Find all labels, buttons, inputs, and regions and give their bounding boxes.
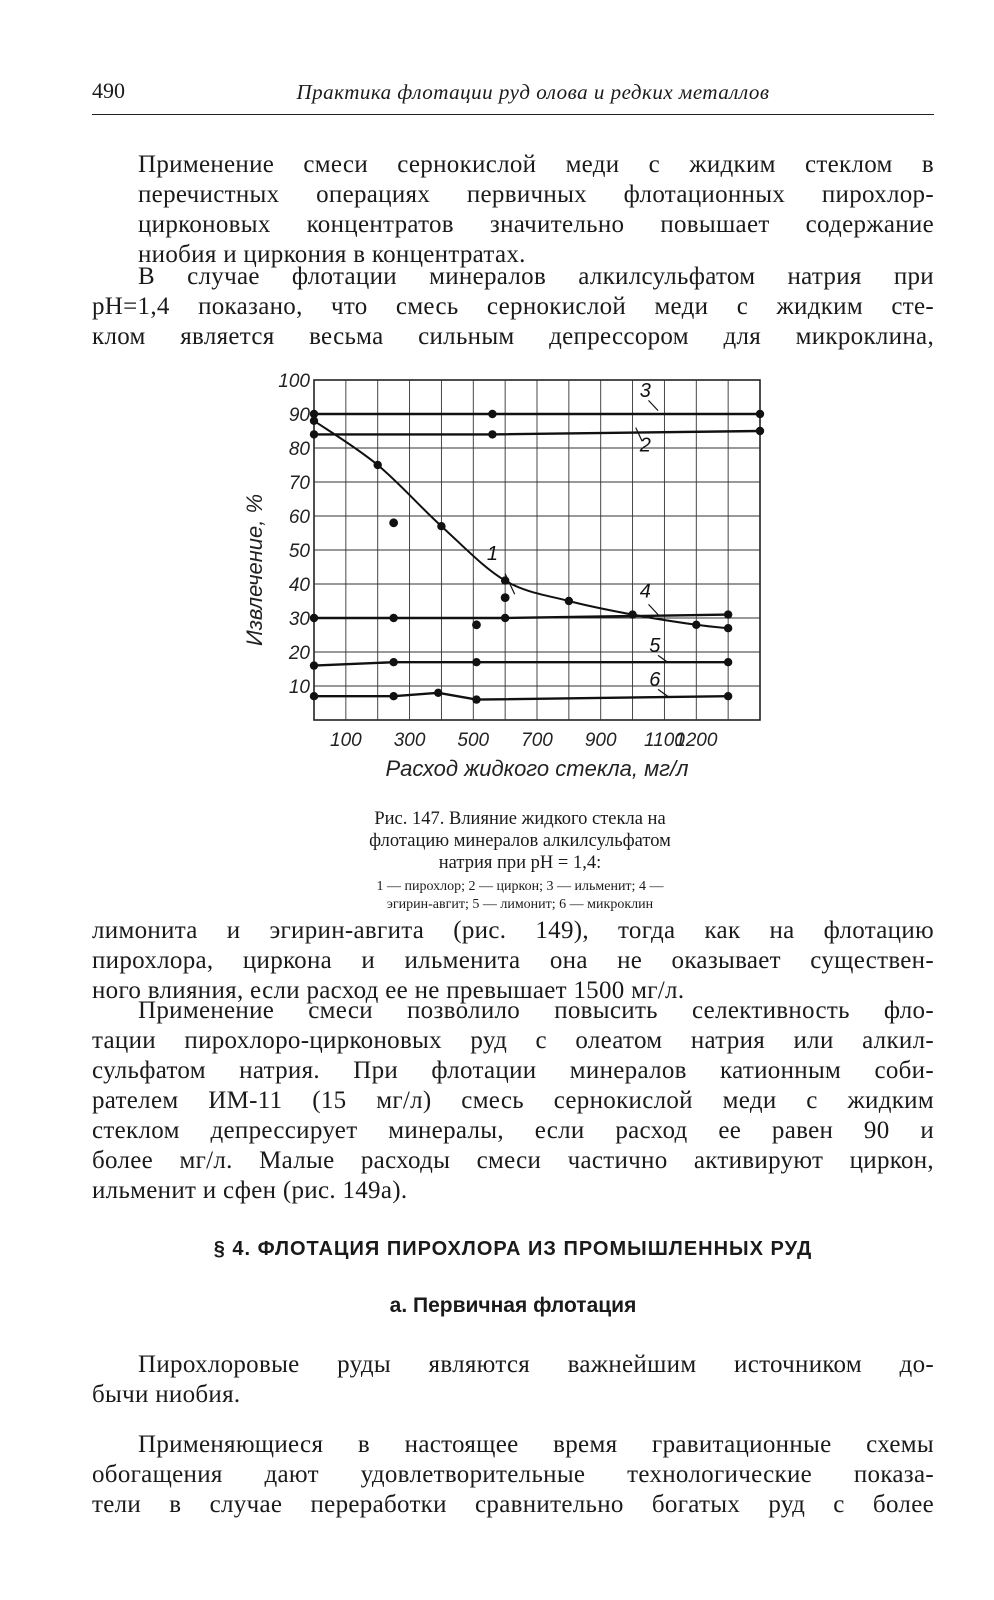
- text-line: рателем ИМ-11 (15 мг/л) смесь сернокислой меди с жидким: [92, 1087, 934, 1114]
- data-point-series-5: [310, 661, 318, 669]
- text-line: Применение смеси сернокислой меди с жидким стеклом в: [138, 151, 934, 178]
- data-point-series-4: [501, 614, 509, 622]
- text-line: сульфатом натрия. При флотации минералов катионным соби-: [92, 1057, 934, 1084]
- paragraph-3: [92, 916, 934, 1006]
- data-point-series-1: [565, 597, 573, 605]
- data-point-series-3: [310, 410, 318, 418]
- legend-line: эгирин-авгит; 5 — лимонит; 6 — микроклин: [386, 897, 654, 912]
- curve-label-4: 4: [639, 580, 651, 603]
- paragraph-4: [92, 996, 934, 1206]
- y-tick-label: 80: [288, 439, 310, 460]
- y-tick-label: 70: [288, 473, 310, 494]
- y-tick-label: 50: [288, 541, 310, 562]
- caption-line: натрия при рН = 1,4:: [438, 853, 602, 873]
- data-point-series-2: [310, 430, 318, 438]
- y-tick-label: 90: [288, 405, 310, 426]
- y-tick-label: 30: [288, 609, 310, 630]
- text-line: стеклом депрессирует минералы, если расход ее равен 90 и: [92, 1117, 934, 1144]
- series-line-4: [314, 615, 728, 618]
- data-point-series-4: [310, 614, 318, 622]
- data-point-series-3: [756, 410, 764, 418]
- data-point-series-1: [628, 610, 636, 618]
- data-point-series-6: [472, 695, 480, 703]
- x-tick-label: 100: [330, 730, 362, 751]
- data-point-series-2: [488, 430, 496, 438]
- text-line: ильменит и сфен (рис. 149а).: [92, 1177, 408, 1204]
- subsection-heading: а. Первичная флотация: [389, 1294, 637, 1317]
- curve-label-5: 5: [649, 635, 661, 657]
- text-line: цирконовых концентратов значительно повышает содержание: [138, 211, 934, 238]
- data-point-extra: [389, 518, 398, 527]
- text-line: тации пирохлоро-цирконовых руд с олеатом натрия или алкил-: [92, 1027, 934, 1054]
- data-point-series-5: [472, 658, 480, 666]
- section-heading: § 4. ФЛОТАЦИЯ ПИРОХЛОРА ИЗ ПРОМЫШЛЕННЫХ РУД: [213, 1238, 813, 1260]
- text-line: бычи ниобия.: [92, 1381, 241, 1408]
- x-tick-label: 300: [393, 730, 426, 751]
- paragraph-1: [92, 150, 934, 270]
- data-point-series-6: [724, 692, 732, 700]
- text-line: более мг/л. Малые расходы смеси частично активируют циркон,: [92, 1147, 934, 1174]
- figure-legend: [250, 878, 790, 914]
- text-line: тели в случае переработки сравнительно богатых руд с более: [92, 1491, 934, 1518]
- data-point-series-2: [756, 427, 764, 435]
- text-line: Пирохлоровые руды являются важнейшим источником до-: [138, 1351, 934, 1378]
- text-line: обогащения дают удовлетворительные технологические показа-: [92, 1461, 934, 1488]
- data-point-series-4: [389, 614, 397, 622]
- paragraph-5: [92, 1350, 934, 1410]
- data-point-series-6: [434, 689, 442, 697]
- legend-line: 1 — пирохлор; 2 — циркон; 3 — ильменит; 4 —: [376, 879, 664, 894]
- data-point-series-1: [692, 621, 700, 629]
- curve-label-6: 6: [649, 669, 661, 691]
- text-line: ного влияния, если расход ее не превышает 1500 мг/л.: [92, 977, 685, 1004]
- page-header: [92, 78, 934, 114]
- curve-label-1: 1: [486, 543, 498, 566]
- x-tick-label: 500: [457, 730, 490, 751]
- series-line-6: [314, 693, 728, 700]
- x-tick-label: 700: [521, 730, 553, 751]
- data-point-extra: [472, 620, 481, 629]
- data-point-series-4: [724, 610, 732, 618]
- data-point-extra: [501, 593, 510, 602]
- y-tick-label: 10: [288, 677, 310, 698]
- series-line-1: [314, 421, 728, 628]
- caption-line: флотацию минералов алкилсульфатом: [369, 831, 671, 851]
- y-axis-title: Извлечение, %: [242, 493, 267, 647]
- figure-147-chart: [230, 362, 790, 792]
- caption-line: Рис. 147. Влияние жидкого стекла на: [374, 809, 666, 829]
- curve-label-2: 2: [639, 434, 651, 457]
- page-number: 490: [92, 78, 125, 103]
- data-point-series-6: [310, 692, 318, 700]
- running-title: Практика флотации руд олова и редких металлов: [296, 80, 770, 104]
- x-tick-label: 1200: [675, 730, 718, 751]
- curve-leader-line: [649, 604, 659, 614]
- y-tick-label: 40: [288, 575, 310, 596]
- text-line: рН=1,4 показано, что смесь сернокислой меди с жидким сте-: [92, 293, 934, 320]
- x-axis-title: Расход жидкого стекла, мг/л: [385, 756, 689, 781]
- text-line: клом является весьма сильным депрессором для микроклина,: [92, 323, 934, 350]
- data-point-series-5: [724, 658, 732, 666]
- y-tick-label: 60: [288, 507, 310, 528]
- paragraph-2: [92, 262, 934, 352]
- x-tick-label: 1100: [643, 730, 685, 751]
- data-point-series-3: [488, 410, 496, 418]
- text-line: пирохлора, циркона и ильменита она не оказывает существен-: [92, 947, 934, 974]
- series-line-5: [314, 662, 728, 665]
- text-line: ниобия и циркония в концентратах.: [138, 241, 526, 268]
- curve-label-3: 3: [639, 380, 651, 402]
- text-line: Применение смеси позволило повысить селективность фло-: [138, 997, 934, 1024]
- y-tick-label: 20: [288, 643, 310, 664]
- text-line: перечистных операциях первичных флотационных пирохлор-: [138, 181, 934, 208]
- figure-caption: [270, 808, 770, 874]
- data-point-series-5: [389, 658, 397, 666]
- data-point-series-1: [437, 522, 445, 530]
- x-tick-label: 900: [584, 730, 617, 751]
- text-line: В случае флотации минералов алкилсульфатом натрия при: [138, 263, 934, 290]
- y-tick-label: 100: [278, 371, 310, 392]
- header-rule: [92, 114, 934, 115]
- text-line: лимонита и эгирин-авгита (рис. 149), тогда как на флотацию: [92, 917, 934, 944]
- data-point-series-1: [374, 461, 382, 469]
- data-point-series-1: [724, 624, 732, 632]
- text-line: Применяющиеся в настоящее время гравитационные схемы: [138, 1431, 934, 1458]
- paragraph-6: [92, 1430, 934, 1520]
- data-point-series-6: [389, 692, 397, 700]
